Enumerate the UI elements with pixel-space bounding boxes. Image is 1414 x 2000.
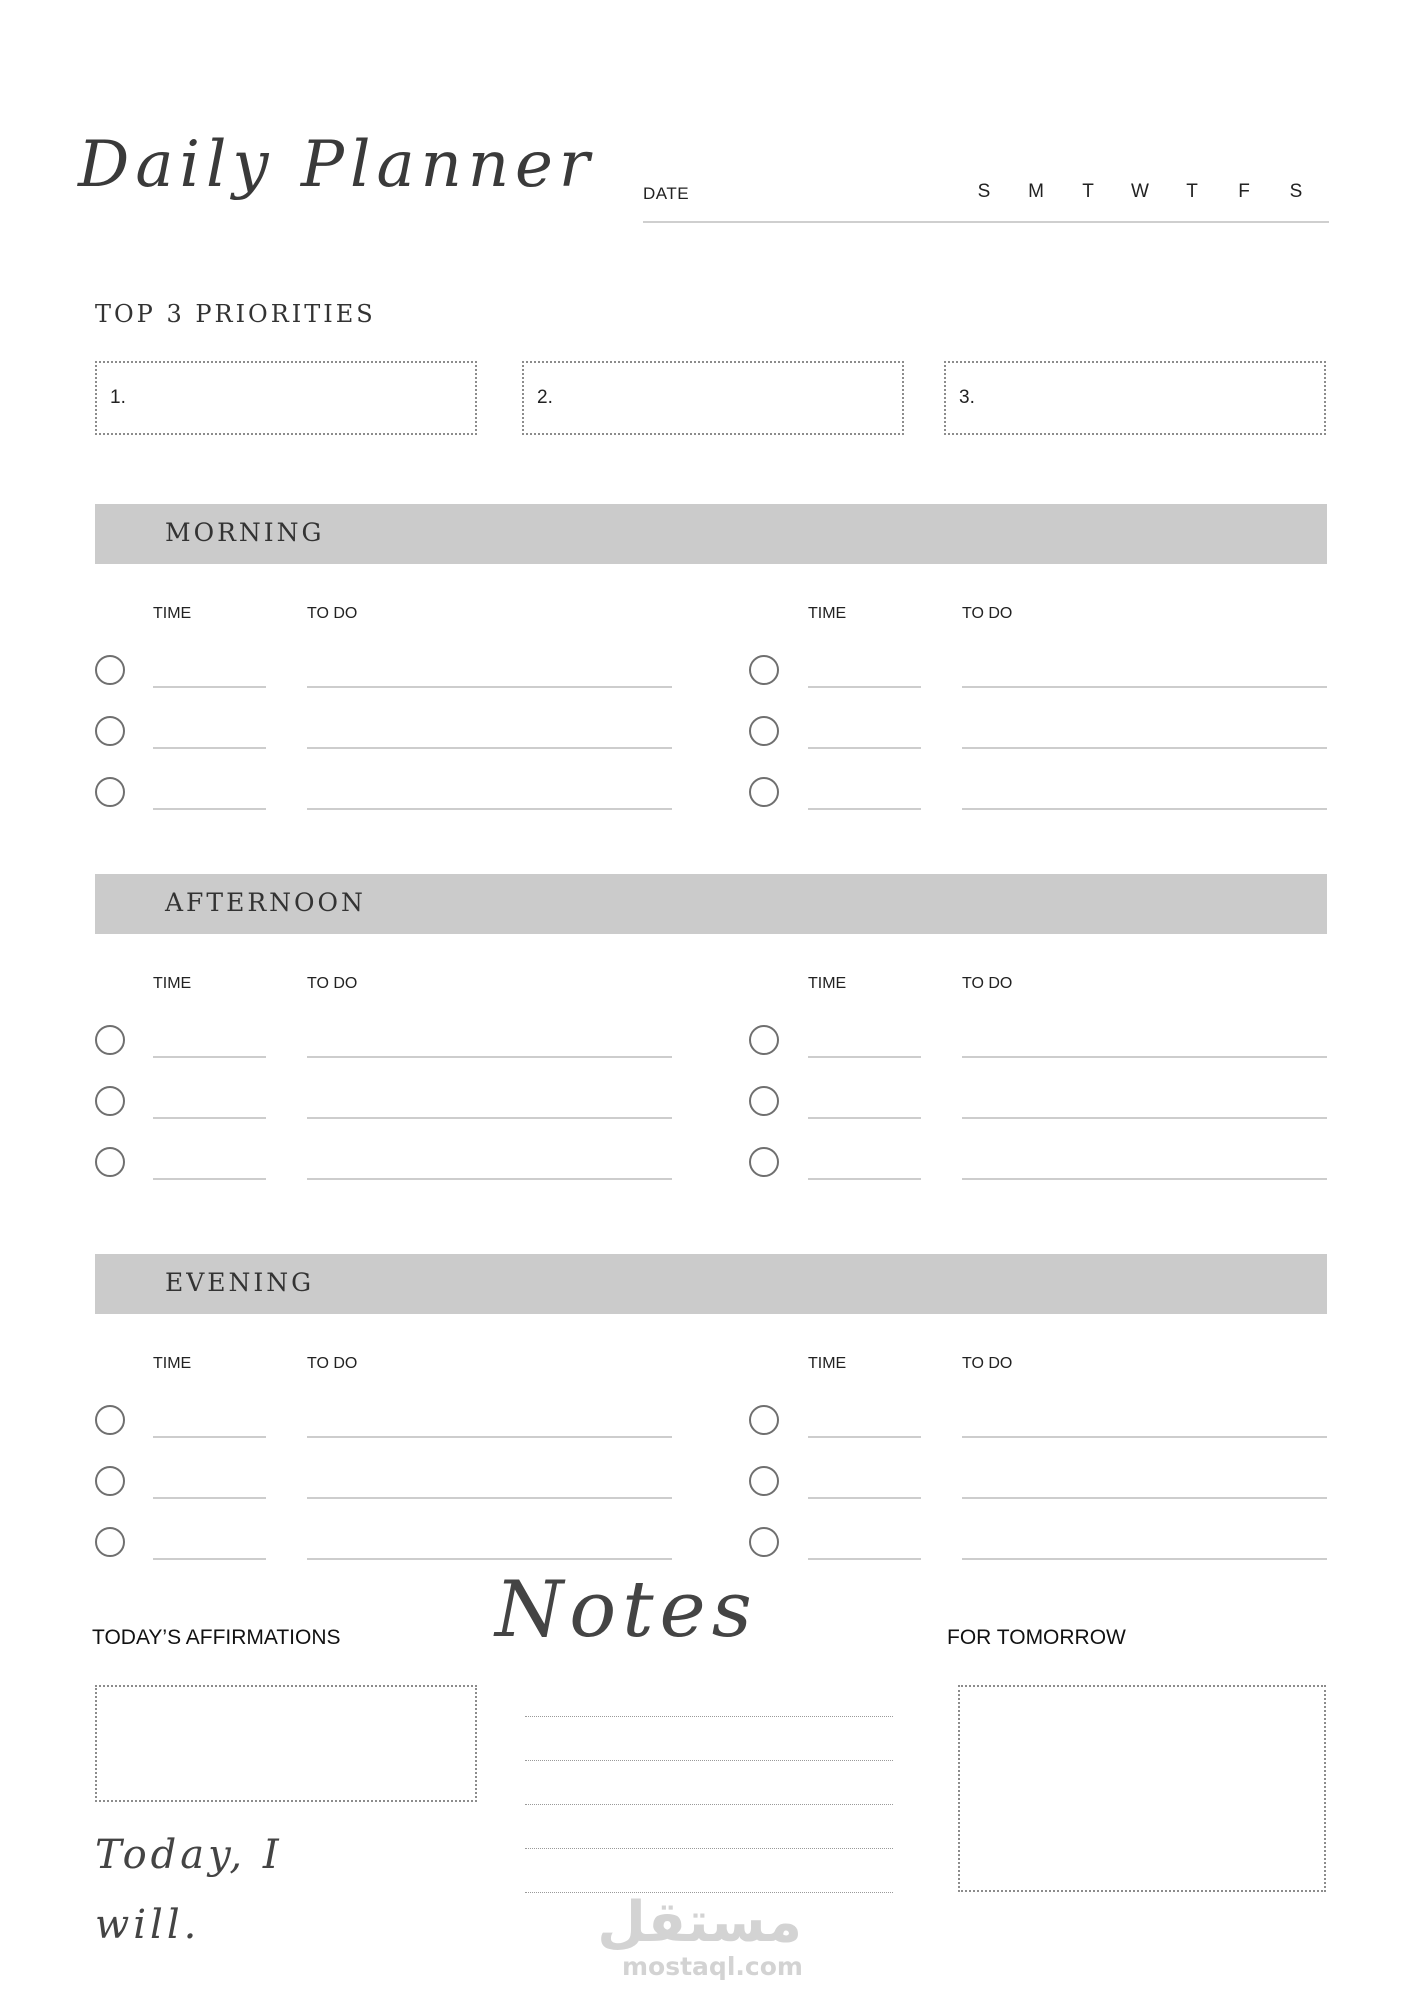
todo-field[interactable] xyxy=(962,1117,1327,1119)
section-title: MORNING xyxy=(165,518,325,547)
task-checkbox[interactable] xyxy=(749,1466,779,1496)
time-column-header: TIME xyxy=(153,1355,192,1372)
section-band xyxy=(95,1254,1327,1314)
task-checkbox[interactable] xyxy=(95,1025,125,1055)
time-field[interactable] xyxy=(808,1497,921,1499)
day-tuesday[interactable]: T xyxy=(1082,181,1094,202)
section-title: AFTERNOON xyxy=(165,888,366,917)
time-field[interactable] xyxy=(153,1497,266,1499)
todo-field[interactable] xyxy=(307,1056,672,1058)
task-checkbox[interactable] xyxy=(749,1025,779,1055)
time-field[interactable] xyxy=(808,808,921,810)
time-field[interactable] xyxy=(153,747,266,749)
todo-field[interactable] xyxy=(307,1497,672,1499)
task-checkbox[interactable] xyxy=(749,655,779,685)
time-field[interactable] xyxy=(153,1436,266,1438)
task-checkbox[interactable] xyxy=(749,1147,779,1177)
priority-number: 1. xyxy=(110,387,126,408)
todo-field[interactable] xyxy=(962,747,1327,749)
todo-field[interactable] xyxy=(307,686,672,688)
time-field[interactable] xyxy=(808,686,921,688)
priority-number: 3. xyxy=(959,387,975,408)
todo-field[interactable] xyxy=(962,1056,1327,1058)
todo-field[interactable] xyxy=(307,1178,672,1180)
time-field[interactable] xyxy=(153,1117,266,1119)
time-field[interactable] xyxy=(153,808,266,810)
notes-line[interactable] xyxy=(525,1848,893,1849)
time-field[interactable] xyxy=(808,1178,921,1180)
todo-field[interactable] xyxy=(307,747,672,749)
time-column-header: TIME xyxy=(808,975,847,992)
day-friday[interactable]: F xyxy=(1238,181,1250,202)
todo-field[interactable] xyxy=(962,686,1327,688)
priority-box-2[interactable] xyxy=(522,361,904,435)
section-title: EVENING xyxy=(165,1268,315,1297)
tomorrow-label: FOR TOMORROW xyxy=(947,1626,1126,1649)
time-field[interactable] xyxy=(808,1558,921,1560)
todo-field[interactable] xyxy=(962,1497,1327,1499)
weekday-selector xyxy=(958,181,1322,203)
task-checkbox[interactable] xyxy=(95,1147,125,1177)
time-column-header: TIME xyxy=(153,975,192,992)
task-checkbox[interactable] xyxy=(95,1466,125,1496)
time-column-header: TIME xyxy=(153,605,192,622)
task-checkbox[interactable] xyxy=(749,1405,779,1435)
day-monday[interactable]: M xyxy=(1028,181,1044,202)
todo-field[interactable] xyxy=(307,1117,672,1119)
todo-field[interactable] xyxy=(962,1558,1327,1560)
priority-number: 2. xyxy=(537,387,553,408)
todo-column-header: TO DO xyxy=(962,975,1013,992)
page-title: Daily Planner xyxy=(78,128,596,202)
notes-line[interactable] xyxy=(525,1760,893,1761)
task-checkbox[interactable] xyxy=(95,777,125,807)
task-checkbox[interactable] xyxy=(95,1086,125,1116)
day-thursday[interactable]: T xyxy=(1186,181,1198,202)
time-field[interactable] xyxy=(808,1117,921,1119)
date-line[interactable] xyxy=(643,221,1329,223)
task-checkbox[interactable] xyxy=(749,1527,779,1557)
time-field[interactable] xyxy=(153,1558,266,1560)
task-checkbox[interactable] xyxy=(95,716,125,746)
section-band xyxy=(95,874,1327,934)
day-saturday[interactable]: S xyxy=(1289,181,1303,202)
todo-field[interactable] xyxy=(962,1178,1327,1180)
time-field[interactable] xyxy=(153,1056,266,1058)
time-field[interactable] xyxy=(153,1178,266,1180)
todo-column-header: TO DO xyxy=(307,1355,358,1372)
task-checkbox[interactable] xyxy=(749,716,779,746)
notes-title: Notes xyxy=(495,1565,758,1655)
affirmation-script: Today, I will. xyxy=(95,1832,283,1948)
todo-column-header: TO DO xyxy=(962,605,1013,622)
todo-field[interactable] xyxy=(307,1436,672,1438)
time-field[interactable] xyxy=(808,1436,921,1438)
time-field[interactable] xyxy=(808,747,921,749)
todo-field[interactable] xyxy=(962,1436,1327,1438)
notes-line[interactable] xyxy=(525,1804,893,1805)
affirmations-box[interactable] xyxy=(95,1685,477,1802)
notes-line[interactable] xyxy=(525,1716,893,1717)
todo-field[interactable] xyxy=(962,808,1327,810)
todo-column-header: TO DO xyxy=(962,1355,1013,1372)
section-band xyxy=(95,504,1327,564)
priority-box-3[interactable] xyxy=(944,361,1326,435)
task-checkbox[interactable] xyxy=(95,1527,125,1557)
task-checkbox[interactable] xyxy=(95,1405,125,1435)
todo-field[interactable] xyxy=(307,1558,672,1560)
tomorrow-box[interactable] xyxy=(958,1685,1326,1892)
time-column-header: TIME xyxy=(808,605,847,622)
watermark-url: mostaql.com xyxy=(622,1952,803,1981)
watermark-logo: مستقل xyxy=(597,1890,802,1955)
date-label: DATE xyxy=(643,184,690,203)
todo-column-header: TO DO xyxy=(307,975,358,992)
todo-column-header: TO DO xyxy=(307,605,358,622)
time-field[interactable] xyxy=(808,1056,921,1058)
priorities-heading: TOP 3 PRIORITIES xyxy=(95,300,376,328)
time-field[interactable] xyxy=(153,686,266,688)
affirmations-label: TODAY’S AFFIRMATIONS xyxy=(92,1626,341,1649)
day-sunday[interactable]: S xyxy=(977,181,991,202)
task-checkbox[interactable] xyxy=(749,777,779,807)
time-column-header: TIME xyxy=(808,1355,847,1372)
task-checkbox[interactable] xyxy=(95,655,125,685)
priority-box-1[interactable] xyxy=(95,361,477,435)
todo-field[interactable] xyxy=(307,808,672,810)
task-checkbox[interactable] xyxy=(749,1086,779,1116)
day-wednesday[interactable]: W xyxy=(1131,181,1149,202)
